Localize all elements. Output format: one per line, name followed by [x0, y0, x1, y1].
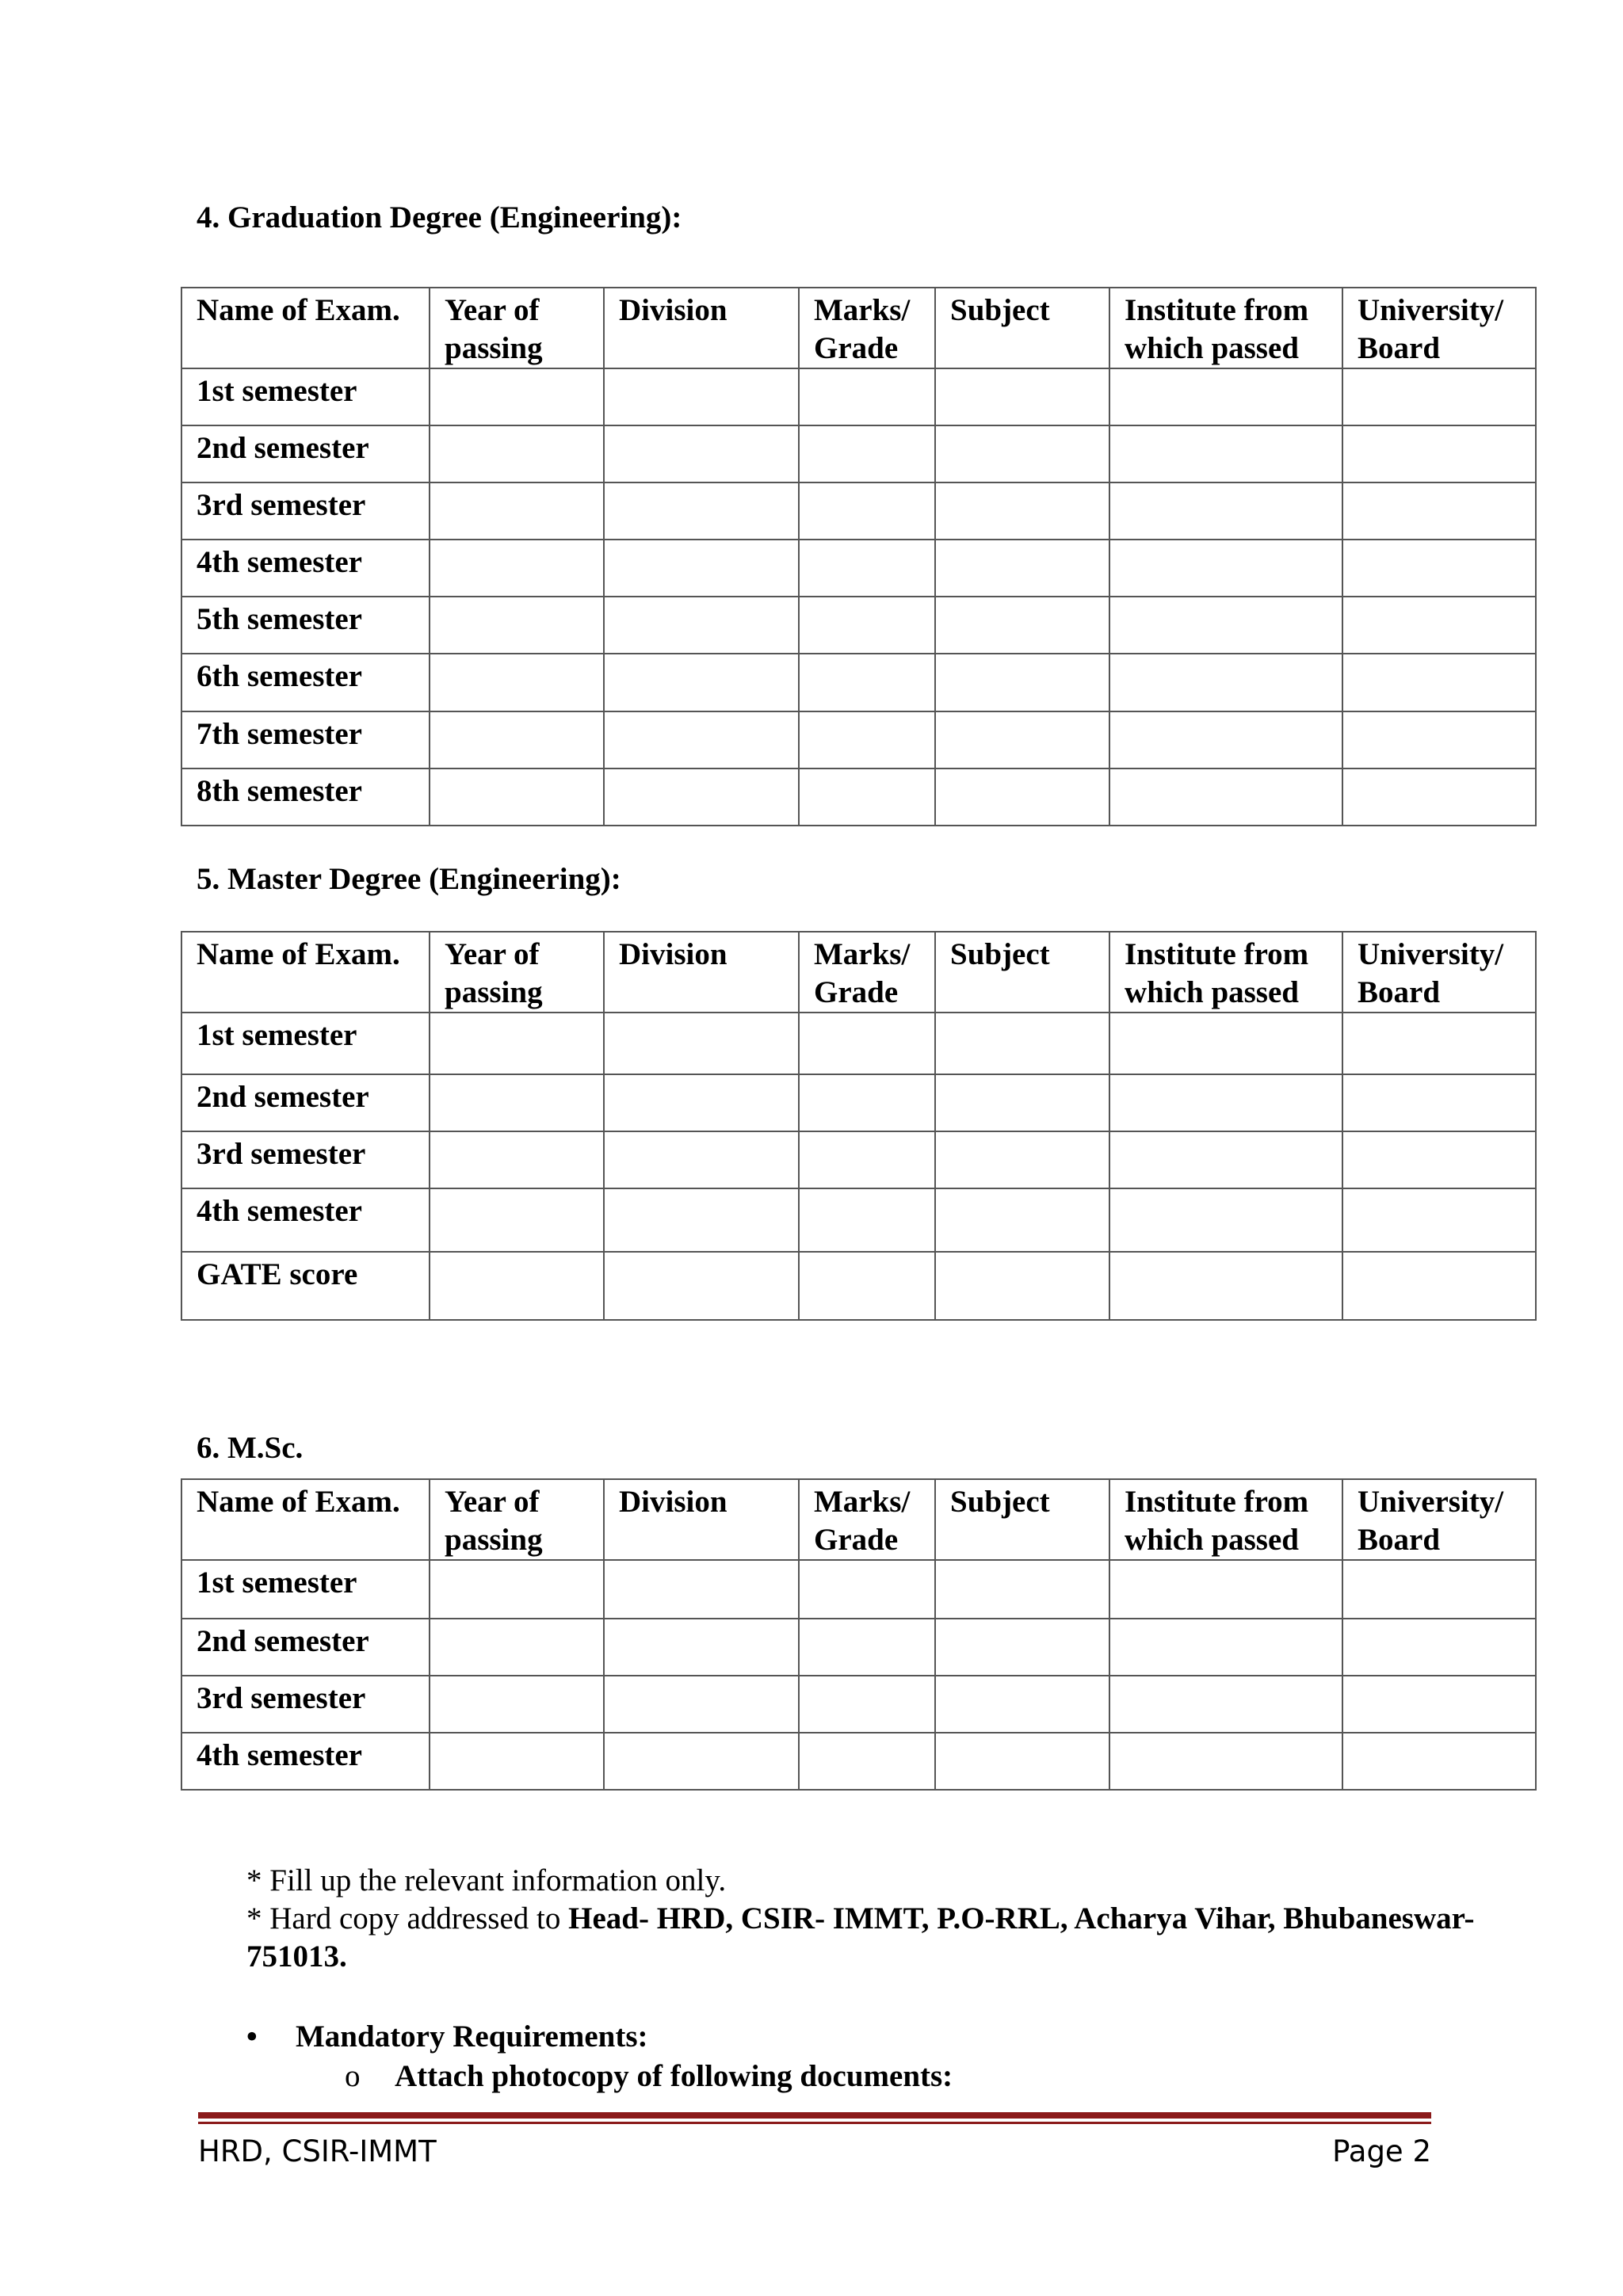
row-label: 8th semester — [181, 769, 430, 826]
column-header-line: Institute from — [1125, 937, 1309, 971]
row-label: 1st semester — [181, 368, 430, 425]
row-label: 4th semester — [181, 1188, 430, 1252]
column-header-division — [604, 932, 799, 1013]
column-header-university-board — [1342, 1479, 1536, 1560]
note-relevant-info: * Fill up the relevant information only. — [246, 1863, 727, 1897]
entry-cell-institute-from-which-passed[interactable] — [1109, 1074, 1342, 1131]
attach-documents-text: Attach photocopy of following documents: — [395, 2059, 953, 2093]
column-header-marks-grade — [799, 288, 935, 368]
table-row — [181, 769, 1536, 826]
section-title-msc: 6. M.Sc. — [197, 1431, 304, 1465]
row-label: 6th semester — [181, 654, 430, 711]
entry-cell-institute-from-which-passed[interactable] — [1109, 540, 1342, 597]
entry-cell-year-of-passing[interactable] — [430, 597, 604, 654]
note-hard-copy-prefix: * Hard copy addressed to — [246, 1901, 569, 1936]
column-header-institute-from-which-passed — [1109, 1479, 1342, 1560]
notes-block — [246, 1862, 1554, 1976]
row-label: 2nd semester — [181, 1619, 430, 1676]
entry-cell-subject[interactable] — [935, 368, 1109, 425]
entry-cell-division[interactable] — [604, 597, 799, 654]
entry-cell-university-board[interactable] — [1342, 769, 1536, 826]
entry-cell-division[interactable] — [604, 1074, 799, 1131]
row-label: 7th semester — [181, 711, 430, 769]
entry-cell-subject[interactable] — [935, 1619, 1109, 1676]
entry-cell-marks-grade[interactable] — [799, 1733, 935, 1790]
entry-cell-division[interactable] — [604, 1131, 799, 1188]
table-row — [181, 482, 1536, 540]
graduation-degree-table — [181, 287, 1537, 826]
entry-cell-institute-from-which-passed[interactable] — [1109, 1560, 1342, 1619]
entry-cell-division[interactable] — [604, 1733, 799, 1790]
entry-cell-marks-grade[interactable] — [799, 1188, 935, 1252]
column-header-line: Board — [1358, 1523, 1441, 1557]
entry-cell-institute-from-which-passed[interactable] — [1109, 711, 1342, 769]
entry-cell-university-board[interactable] — [1342, 1013, 1536, 1074]
entry-cell-year-of-passing[interactable] — [430, 425, 604, 482]
row-label: 4th semester — [181, 1733, 430, 1790]
column-header-line: which passed — [1125, 1523, 1299, 1557]
column-header-line: Subject — [950, 937, 1050, 971]
entry-cell-marks-grade[interactable] — [799, 597, 935, 654]
entry-cell-university-board[interactable] — [1342, 1560, 1536, 1619]
table-row — [181, 1131, 1536, 1188]
entry-cell-year-of-passing[interactable] — [430, 540, 604, 597]
entry-cell-marks-grade[interactable] — [799, 711, 935, 769]
column-header-line: Name of Exam. — [197, 1485, 400, 1519]
column-header-line: University/ — [1358, 1485, 1504, 1519]
entry-cell-division[interactable] — [604, 1013, 799, 1074]
column-header-year-of-passing — [430, 932, 604, 1013]
column-header-line: Year of — [445, 1485, 540, 1519]
entry-cell-marks-grade[interactable] — [799, 482, 935, 540]
table-row — [181, 1188, 1536, 1252]
column-header-line: Marks/ — [814, 293, 911, 327]
entry-cell-university-board[interactable] — [1342, 1188, 1536, 1252]
column-header-line: Division — [619, 937, 727, 971]
entry-cell-subject[interactable] — [935, 597, 1109, 654]
column-header-line: Division — [619, 1485, 727, 1519]
entry-cell-marks-grade[interactable] — [799, 368, 935, 425]
entry-cell-division[interactable] — [604, 482, 799, 540]
column-header-subject — [935, 1479, 1109, 1560]
entry-cell-university-board[interactable] — [1342, 425, 1536, 482]
note-hard-copy — [246, 1900, 1554, 1976]
entry-cell-university-board[interactable] — [1342, 368, 1536, 425]
table-header-row — [181, 932, 1536, 1013]
entry-cell-division[interactable] — [604, 1188, 799, 1252]
column-header-line: Institute from — [1125, 1485, 1309, 1519]
entry-cell-university-board[interactable] — [1342, 654, 1536, 711]
column-header-line: Institute from — [1125, 293, 1309, 327]
entry-cell-year-of-passing[interactable] — [430, 769, 604, 826]
entry-cell-division[interactable] — [604, 1619, 799, 1676]
entry-cell-year-of-passing[interactable] — [430, 1676, 604, 1733]
note-hard-copy-address: Head- HRD, CSIR- IMMT, P.O-RRL, Acharya Vihar, Bhubaneswar-751013. — [246, 1901, 1475, 1974]
table-row — [181, 711, 1536, 769]
entry-cell-year-of-passing[interactable] — [430, 1013, 604, 1074]
entry-cell-year-of-passing[interactable] — [430, 654, 604, 711]
entry-cell-marks-grade[interactable] — [799, 1131, 935, 1188]
column-header-subject — [935, 288, 1109, 368]
column-header-line: which passed — [1125, 975, 1299, 1009]
entry-cell-institute-from-which-passed[interactable] — [1109, 1131, 1342, 1188]
column-header-line: which passed — [1125, 331, 1299, 365]
row-label: 1st semester — [181, 1560, 430, 1619]
entry-cell-university-board[interactable] — [1342, 1676, 1536, 1733]
entry-cell-institute-from-which-passed[interactable] — [1109, 482, 1342, 540]
entry-cell-year-of-passing[interactable] — [430, 1074, 604, 1131]
entry-cell-institute-from-which-passed[interactable] — [1109, 654, 1342, 711]
bullet-icon: • — [246, 2019, 258, 2054]
entry-cell-university-board[interactable] — [1342, 1252, 1536, 1320]
entry-cell-university-board[interactable] — [1342, 540, 1536, 597]
entry-cell-subject[interactable] — [935, 711, 1109, 769]
entry-cell-year-of-passing[interactable] — [430, 1733, 604, 1790]
entry-cell-subject[interactable] — [935, 540, 1109, 597]
entry-cell-institute-from-which-passed[interactable] — [1109, 1252, 1342, 1320]
table-row — [181, 1074, 1536, 1131]
row-label: 4th semester — [181, 540, 430, 597]
table-row — [181, 1619, 1536, 1676]
column-header-line: Subject — [950, 1485, 1050, 1519]
column-header-division — [604, 288, 799, 368]
msc-table — [181, 1478, 1537, 1791]
column-header-institute-from-which-passed — [1109, 932, 1342, 1013]
table-row — [181, 654, 1536, 711]
entry-cell-subject[interactable] — [935, 482, 1109, 540]
table-row — [181, 1252, 1536, 1320]
entry-cell-year-of-passing[interactable] — [430, 1560, 604, 1619]
entry-cell-division[interactable] — [604, 711, 799, 769]
entry-cell-marks-grade[interactable] — [799, 425, 935, 482]
column-header-line: Board — [1358, 331, 1441, 365]
row-label: 1st semester — [181, 1013, 430, 1074]
table-row — [181, 540, 1536, 597]
entry-cell-year-of-passing[interactable] — [430, 711, 604, 769]
entry-cell-marks-grade[interactable] — [799, 769, 935, 826]
table-row — [181, 1733, 1536, 1790]
master-degree-table — [181, 931, 1537, 1321]
entry-cell-year-of-passing[interactable] — [430, 1188, 604, 1252]
table-row — [181, 1560, 1536, 1619]
entry-cell-division[interactable] — [604, 654, 799, 711]
entry-cell-subject[interactable] — [935, 1074, 1109, 1131]
table-row — [181, 597, 1536, 654]
table-row — [181, 425, 1536, 482]
entry-cell-subject[interactable] — [935, 1252, 1109, 1320]
entry-cell-university-board[interactable] — [1342, 1733, 1536, 1790]
entry-cell-division[interactable] — [604, 368, 799, 425]
section-title-master: 5. Master Degree (Engineering): — [197, 862, 621, 896]
table-row — [181, 368, 1536, 425]
column-header-name-of-exam — [181, 288, 430, 368]
entry-cell-university-board[interactable] — [1342, 1131, 1536, 1188]
footer-rule-thin — [198, 2122, 1431, 2124]
entry-cell-division[interactable] — [604, 1676, 799, 1733]
entry-cell-subject[interactable] — [935, 1013, 1109, 1074]
column-header-name-of-exam — [181, 1479, 430, 1560]
row-label: 3rd semester — [181, 1676, 430, 1733]
row-label: 2nd semester — [181, 425, 430, 482]
entry-cell-institute-from-which-passed[interactable] — [1109, 597, 1342, 654]
column-header-year-of-passing — [430, 288, 604, 368]
column-header-institute-from-which-passed — [1109, 288, 1342, 368]
column-header-line: University/ — [1358, 293, 1504, 327]
entry-cell-institute-from-which-passed[interactable] — [1109, 425, 1342, 482]
circle-bullet-icon: o — [345, 2059, 361, 2093]
row-label: 2nd semester — [181, 1074, 430, 1131]
column-header-line: passing — [445, 975, 543, 1009]
column-header-line: Marks/ — [814, 937, 911, 971]
entry-cell-marks-grade[interactable] — [799, 1074, 935, 1131]
entry-cell-division[interactable] — [604, 1560, 799, 1619]
column-header-line: Grade — [814, 1523, 899, 1557]
entry-cell-subject[interactable] — [935, 1733, 1109, 1790]
entry-cell-year-of-passing[interactable] — [430, 482, 604, 540]
entry-cell-year-of-passing[interactable] — [430, 1252, 604, 1320]
footer-page-number: Page 2 — [1332, 2134, 1431, 2168]
column-header-line: Year of — [445, 937, 540, 971]
entry-cell-division[interactable] — [604, 425, 799, 482]
entry-cell-division[interactable] — [604, 769, 799, 826]
entry-cell-marks-grade[interactable] — [799, 1252, 935, 1320]
entry-cell-marks-grade[interactable] — [799, 654, 935, 711]
entry-cell-year-of-passing[interactable] — [430, 1131, 604, 1188]
column-header-line: Name of Exam. — [197, 293, 400, 327]
entry-cell-marks-grade[interactable] — [799, 540, 935, 597]
entry-cell-division[interactable] — [604, 1252, 799, 1320]
section-title-graduation: 4. Graduation Degree (Engineering): — [197, 200, 682, 235]
entry-cell-institute-from-which-passed[interactable] — [1109, 1188, 1342, 1252]
column-header-line: Grade — [814, 975, 899, 1009]
entry-cell-institute-from-which-passed[interactable] — [1109, 1733, 1342, 1790]
entry-cell-marks-grade[interactable] — [799, 1619, 935, 1676]
row-label: 5th semester — [181, 597, 430, 654]
column-header-line: Grade — [814, 331, 899, 365]
entry-cell-university-board[interactable] — [1342, 1619, 1536, 1676]
row-label: 3rd semester — [181, 1131, 430, 1188]
column-header-line: Subject — [950, 293, 1050, 327]
column-header-line: passing — [445, 1523, 543, 1557]
column-header-line: University/ — [1358, 937, 1504, 971]
entry-cell-marks-grade[interactable] — [799, 1013, 935, 1074]
table-row — [181, 1013, 1536, 1074]
column-header-year-of-passing — [430, 1479, 604, 1560]
footer-rule-thick — [198, 2112, 1431, 2119]
entry-cell-division[interactable] — [604, 540, 799, 597]
column-header-marks-grade — [799, 932, 935, 1013]
entry-cell-year-of-passing[interactable] — [430, 368, 604, 425]
entry-cell-university-board[interactable] — [1342, 482, 1536, 540]
entry-cell-university-board[interactable] — [1342, 711, 1536, 769]
column-header-university-board — [1342, 932, 1536, 1013]
column-header-line: Marks/ — [814, 1485, 911, 1519]
column-header-line: Division — [619, 293, 727, 327]
column-header-division — [604, 1479, 799, 1560]
column-header-line: Year of — [445, 293, 540, 327]
column-header-line: passing — [445, 331, 543, 365]
entry-cell-institute-from-which-passed[interactable] — [1109, 1013, 1342, 1074]
table-header-row — [181, 288, 1536, 368]
entry-cell-institute-from-which-passed[interactable] — [1109, 769, 1342, 826]
footer-organization: HRD, CSIR-IMMT — [198, 2134, 437, 2168]
entry-cell-year-of-passing[interactable] — [430, 1619, 604, 1676]
entry-cell-subject[interactable] — [935, 1131, 1109, 1188]
entry-cell-marks-grade[interactable] — [799, 1676, 935, 1733]
entry-cell-university-board[interactable] — [1342, 1074, 1536, 1131]
mandatory-requirements-heading: Mandatory Requirements: — [296, 2019, 648, 2054]
column-header-line: Board — [1358, 975, 1441, 1009]
column-header-name-of-exam — [181, 932, 430, 1013]
column-header-line: Name of Exam. — [197, 937, 400, 971]
table-header-row — [181, 1479, 1536, 1560]
row-label: GATE score — [181, 1252, 430, 1320]
entry-cell-subject[interactable] — [935, 1676, 1109, 1733]
entry-cell-institute-from-which-passed[interactable] — [1109, 1676, 1342, 1733]
column-header-university-board — [1342, 288, 1536, 368]
entry-cell-institute-from-which-passed[interactable] — [1109, 368, 1342, 425]
entry-cell-subject[interactable] — [935, 1560, 1109, 1619]
entry-cell-subject[interactable] — [935, 654, 1109, 711]
row-label: 3rd semester — [181, 482, 430, 540]
entry-cell-subject[interactable] — [935, 1188, 1109, 1252]
entry-cell-marks-grade[interactable] — [799, 1560, 935, 1619]
column-header-subject — [935, 932, 1109, 1013]
entry-cell-subject[interactable] — [935, 425, 1109, 482]
entry-cell-institute-from-which-passed[interactable] — [1109, 1619, 1342, 1676]
entry-cell-subject[interactable] — [935, 769, 1109, 826]
table-row — [181, 1676, 1536, 1733]
entry-cell-university-board[interactable] — [1342, 597, 1536, 654]
column-header-marks-grade — [799, 1479, 935, 1560]
